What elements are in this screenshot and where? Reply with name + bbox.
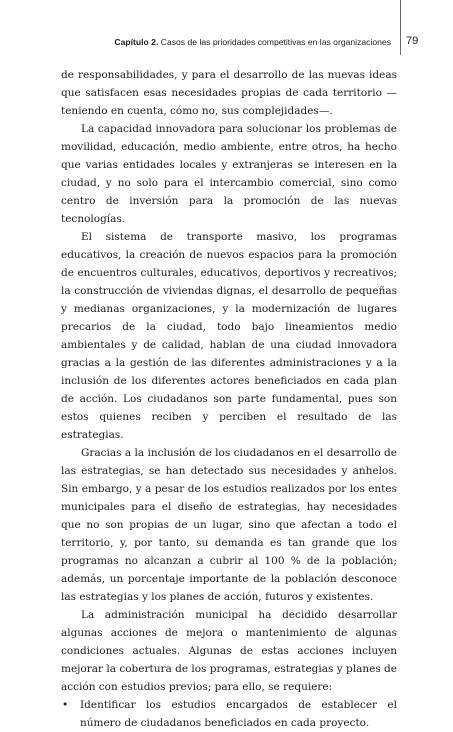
bullet-marker: • xyxy=(62,699,69,711)
paragraph: El sistema de transporte masivo, los programas educativos, la creación de nuevos espacios para la promoción de encuentros culturales, educativos, deportivos y recreativos; la construcción de viviendas dignas, el desarrollo de pequeñas y medianas organizaciones, y la modernización de lugares precarios de la ciudad, todo bajo lineamientos medio ambientales y de calidad, hablan de una ciudad innovadora gracias a la gestión de las diferentes administraciones y a la inclusión de los diferentes actores beneficiados en cada plan de acción. Los ciudadanos son parte fundamental, pues son estos quienes reciben y perciben el resultado de las estrategias. xyxy=(61,231,397,441)
list-item xyxy=(61,696,397,732)
page-number: 79 xyxy=(406,35,419,47)
paragraph: La capacidad innovadora para solucionar los problemas de movilidad, educación, medio ambiente, entre otros, ha hecho que varias entidades locales y extranjeras se interesen en la ciudad, y no solo para el intercambio comercial, sino como centro de inversión para la promoción de las nuevas tecnologías. xyxy=(61,123,397,225)
bullet-list xyxy=(61,696,397,732)
paragraph: Gracias a la inclusión de los ciudadanos en el desarrollo de las estrategias, se han detectado sus necesidades y anhelos. Sin embargo, y a pesar de los estudios realizados por los entes municipales para el diseño de estrategias, hay necesidades que no son propias de un lugar, sino que afectan a todo el territorio, y, por tanto, su demanda es tan grande que los programas no alcanzan a cubrir al 100 % de la población; además, un porcentaje importante de la población desconoce las estrategias y los planes de acción, futuros y existentes. xyxy=(61,447,397,603)
paragraph: de responsabilidades, y para el desarrollo de las nuevas ideas que satisfacen esas necesidades propias de cada territorio —teniendo en cuenta, cómo no, sus complejidades—. xyxy=(61,69,397,117)
list-item-text: Identificar los estudios encargados de establecer el número de ciudadanos beneficiados en cada proyecto. xyxy=(80,699,397,729)
chapter-label: Capítulo 2. xyxy=(114,37,159,47)
paragraph: La administración municipal ha decidido desarrollar algunas acciones de mejora o mantenimiento de algunas condiciones actuales. Algunas de estas acciones incluyen mejorar la cobertura de los programas, estrategias y planes de acción con estudios previos; para ello, se requiere: xyxy=(61,609,397,693)
chapter-title: Casos de las prioridades competitivas en las organizaciones xyxy=(158,37,391,47)
body-text xyxy=(61,66,397,732)
running-header xyxy=(114,37,391,47)
header-divider xyxy=(400,0,401,55)
